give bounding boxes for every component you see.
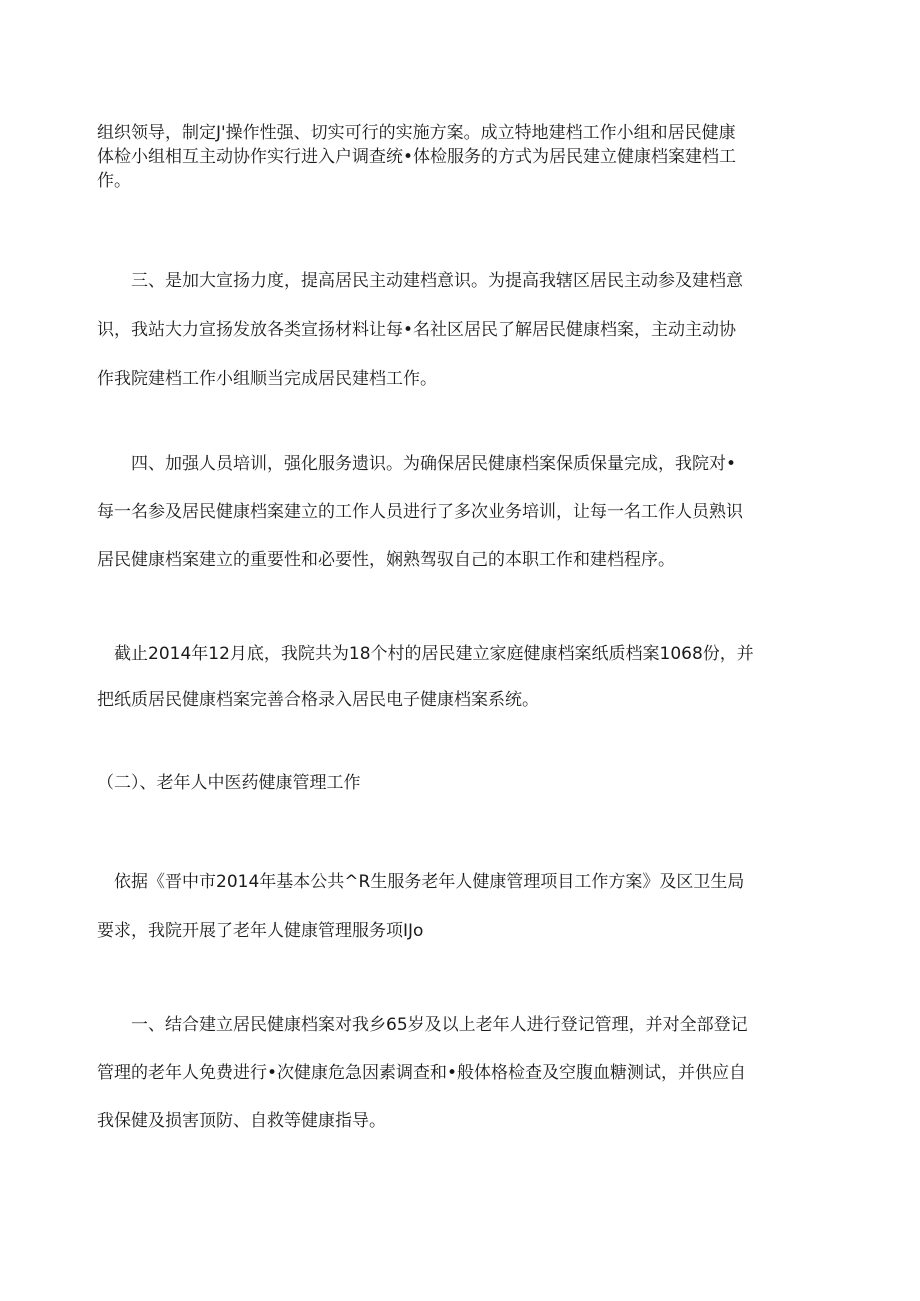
heading-text: （二）、老年人中医药健康管理工作 xyxy=(97,773,361,793)
paragraph-record-count xyxy=(97,631,812,723)
text-line: 作。 xyxy=(97,171,131,191)
paragraph-publicity xyxy=(97,257,812,404)
text-line: 四、加强人员培训，强化服务遗识。为确保居民健康档案保质保量完成，我院对• xyxy=(97,454,737,474)
text-line: 三、是加大宣扬力度，提高居民主动建档意识。为提高我辖区居民主动参及建档意 xyxy=(97,271,743,291)
text-line: 每一名参及居民健康档案建立的工作人员进行了多次业务培训，让每一名工作人员熟识 xyxy=(97,502,743,522)
text-line: 一、结合建立居民健康档案对我乡65岁及以上老年人进行登记管理，并对全部登记 xyxy=(97,1015,748,1035)
section-heading xyxy=(97,770,812,796)
text-line: 体检小组相互主动协作实行进入户调查统•体检服务的方式为居民建立健康档案建档工 xyxy=(97,147,737,167)
text-line: 截止2014年12月底，我院共为18个村的居民建立家庭健康档案纸质档案1068份，并 xyxy=(97,644,754,664)
text-line: 依据《晋中市2014年基本公共^R生服务老年人健康管理项目工作方案》及区卫生局 xyxy=(97,872,745,892)
text-line: 把纸质居民健康档案完善合格录入居民电子健康档案系统。 xyxy=(97,690,539,710)
text-line: 管理的老年人免费进行•次健康危急因素调查和•般体格检查及空腹血糖测试，并供应自 xyxy=(97,1063,747,1083)
paragraph-implementation-plan xyxy=(97,121,812,193)
paragraph-staff-training xyxy=(97,440,812,584)
paragraph-elderly-registration xyxy=(97,1001,812,1145)
paragraph-basis xyxy=(97,858,812,956)
text-line: 居民健康档案建立的重要性和必要性，娴熟驾驭自己的本职工作和建档程序。 xyxy=(97,550,675,570)
text-line: 识，我站大力宣扬发放各类宣扬材料让每•名社区居民了解居民健康档案，主动主动协 xyxy=(97,320,737,340)
text-line: 我保健及损害顶防、自救等健康指导。 xyxy=(97,1111,386,1131)
text-line: 组织领导，制定J'操作性强、切实可行的实施方案。成立特地建档工作小组和居民健康 xyxy=(97,123,736,143)
text-line: 要求，我院开展了老年人健康管理服务项IJo xyxy=(97,921,424,941)
text-line: 作我院建档工作小组顺当完成居民建档工作。 xyxy=(97,369,437,389)
